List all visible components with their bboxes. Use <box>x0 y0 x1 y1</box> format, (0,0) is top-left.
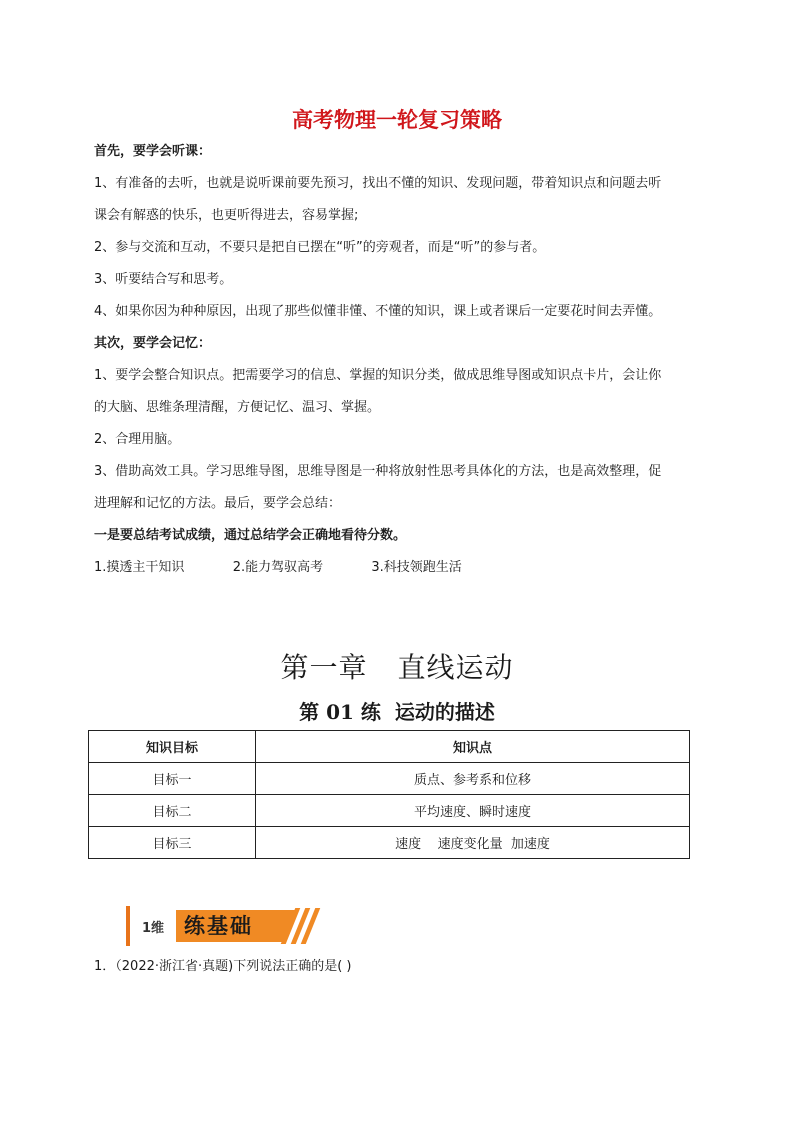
paragraph-5-line-1: 1、要学会整合知识点。把需要学习的信息、掌握的知识分类，做成思维导图或知识点卡片，会让你 <box>94 368 662 383</box>
question-1: 1．（2022·浙江省·真题)下列说法正确的是( ) <box>94 959 352 974</box>
slogan-item-1: 1.摸透主干知识 <box>94 560 185 575</box>
paragraph-1-line-2: 课会有解惑的快乐，也更听得进去，容易掌握; <box>94 208 359 223</box>
paragraph-3: 3、听要结合写和思考。 <box>94 272 233 287</box>
table-header-row <box>89 731 690 763</box>
table-row <box>89 763 690 795</box>
paragraph-2: 2、参与交流和互动，不要只是把自已摆在“听”的旁观者，而是“听”的参与者。 <box>94 240 546 255</box>
heading-memory: 其次，要学会记忆： <box>94 336 212 351</box>
summary-line: 一是要总结考试成绩，通过总结学会正确地看待分数。 <box>94 528 407 543</box>
table-cell-goal: 目标三 <box>89 827 256 859</box>
chapter-name: 直线运动 <box>397 651 514 684</box>
page-title: 高考物理一轮复习策略 <box>292 108 502 132</box>
table-header-goal: 知识目标 <box>89 731 256 763</box>
table-row <box>89 795 690 827</box>
paragraph-1-line-1: 1、有准备的去听，也就是说听课前要先预习，找出不懂的知识、发现问题，带着知识点和问题去听 <box>94 176 662 191</box>
slogan-item-3: 3.科技领跑生活 <box>371 560 462 575</box>
table-cell-goal: 目标一 <box>89 763 256 795</box>
banner-label: 练基础 <box>184 914 253 938</box>
paragraph-7-line-1: 3、借助高效工具。学习思维导图，思维导图是一种将放射性思考具体化的方法，也是高效整理，促 <box>94 464 662 479</box>
slogan-row <box>94 552 704 584</box>
knowledge-goals-table <box>88 730 690 859</box>
table-cell-goal: 目标二 <box>89 795 256 827</box>
paragraph-6: 2、合理用脑。 <box>94 432 181 447</box>
paragraph-4: 4、如果你因为种种原因，出现了那些似懂非懂、不懂的知识，课上或者课后一定要花时间去弄懂。 <box>94 304 662 319</box>
table-row <box>89 827 690 859</box>
chapter-title <box>0 646 794 686</box>
banner-tag: 1维 <box>126 906 176 946</box>
paragraph-5-line-2: 的大脑、思维条理清醒，方便记忆、温习、掌握。 <box>94 400 381 415</box>
table-header-points: 知识点 <box>256 731 690 763</box>
table-cell-points: 质点、参考系和位移 <box>256 763 690 795</box>
chapter-number: 第一章 <box>280 651 368 684</box>
slogan-item-2: 2.能力驾驭高考 <box>232 560 324 575</box>
section-title: 第 01 练 运动的描述 <box>299 700 495 724</box>
practice-basics-banner <box>126 904 316 948</box>
heading-listening: 首先，要学会听课： <box>94 144 212 159</box>
table-cell-points: 速度 速度变化量 加速度 <box>256 827 690 859</box>
table-cell-points: 平均速度、瞬时速度 <box>256 795 690 827</box>
paragraph-7-line-2: 进理解和记忆的方法。最后，要学会总结： <box>94 496 342 511</box>
